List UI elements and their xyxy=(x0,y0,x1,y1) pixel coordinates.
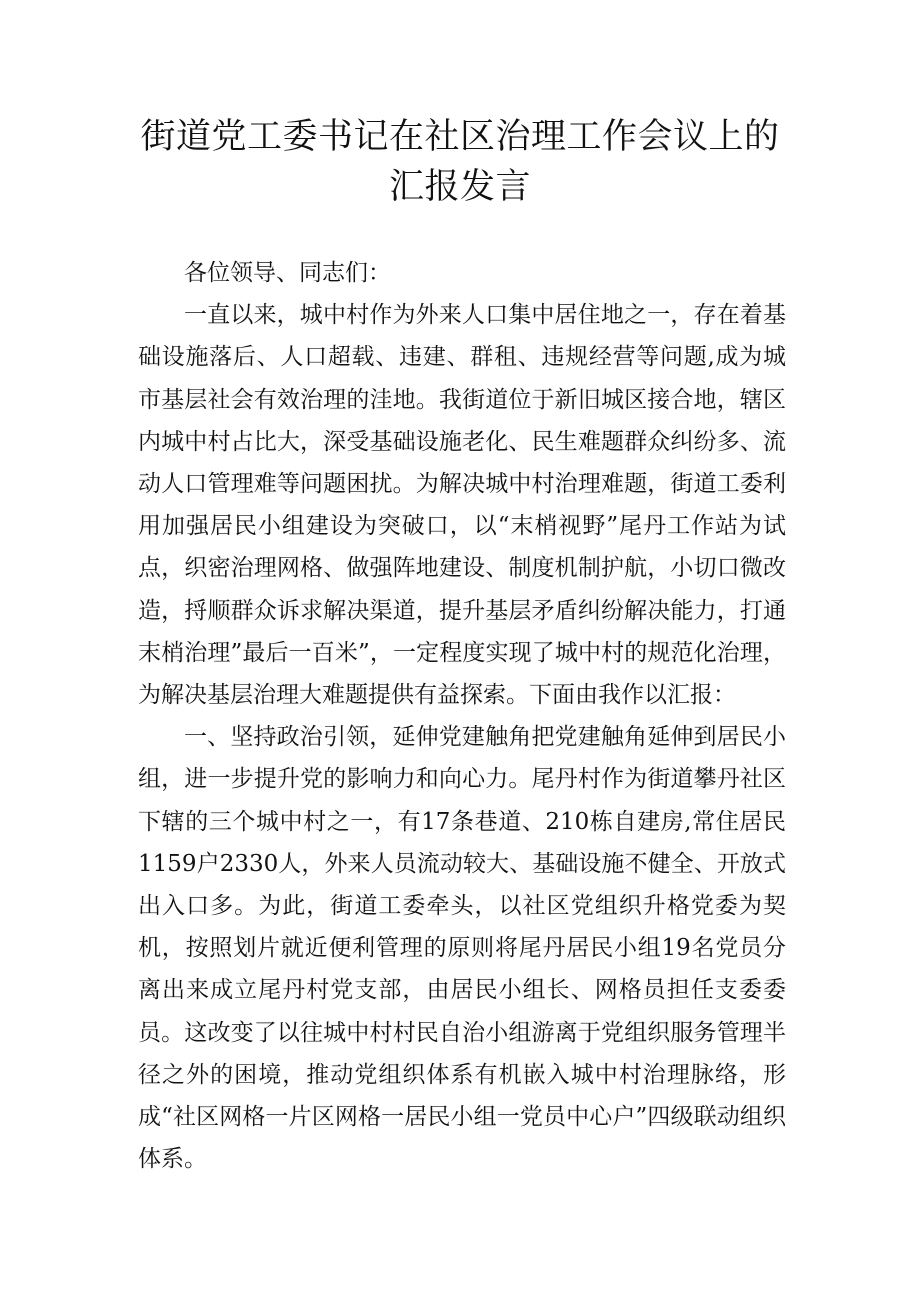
salutation: 各位领导、同志们： xyxy=(184,260,391,286)
document-body xyxy=(138,252,786,1180)
title-line-2: 汇报发言 xyxy=(388,167,531,207)
title-line-1: 街道党工委书记在社区治理工作会议上的 xyxy=(140,117,780,157)
paragraph-intro: 一直以来，城中村作为外来人口集中居住地之一，存在着基础设施落后、人口超载、违建、群租、违规经营等问题,成为城市基层社会有效治理的洼地。我街道位于新旧城区接合地，辖区内城中村占比大，深受基础设施老化、民生难题群众纠纷多、流动人口管理难等问题困扰。为解决城中村治理难题，街道工委利用加强居民小组建设为突破口，以“末梢视野”尾丹工作站为试点，织密治理网格、做强阵地建设、制度机制护航，小切口微改造，捋顺群众诉求解决渠道，提升基层矛盾纠纷解决能力，打通末梢治理”最后一百米”，一定程度实现了城中村的规范化治理，为解决基层治理大难题提供有益探索。下面由我作以汇报： xyxy=(138,302,786,709)
paragraph-section-1: 一、坚持政治引领，延伸党建触角把党建触角延伸到居民小组，进一步提升党的影响力和向心力。尾丹村作为街道攀丹社区下辖的三个城中村之一，有17条巷道、210栋自建房,常住居民1159户2330人，外来人员流动较大、基础设施不健全、开放式出入口多。为此，街道工委牵头，以社区党组织升格党委为契机，按照划片就近便利管理的原则将尾丹居民小组19名党员分离出来成立尾丹村党支部，由居民小组长、网格员担任支委委员。这改变了以往城中村村民自治小组游离于党组织服务管理半径之外的困境，推动党组织体系有机嵌入城中村治理脉络，形成“社区网格一片区网格一居民小组一党员中心户”四级联动组织体系。 xyxy=(138,724,786,1173)
document-title xyxy=(0,112,920,212)
